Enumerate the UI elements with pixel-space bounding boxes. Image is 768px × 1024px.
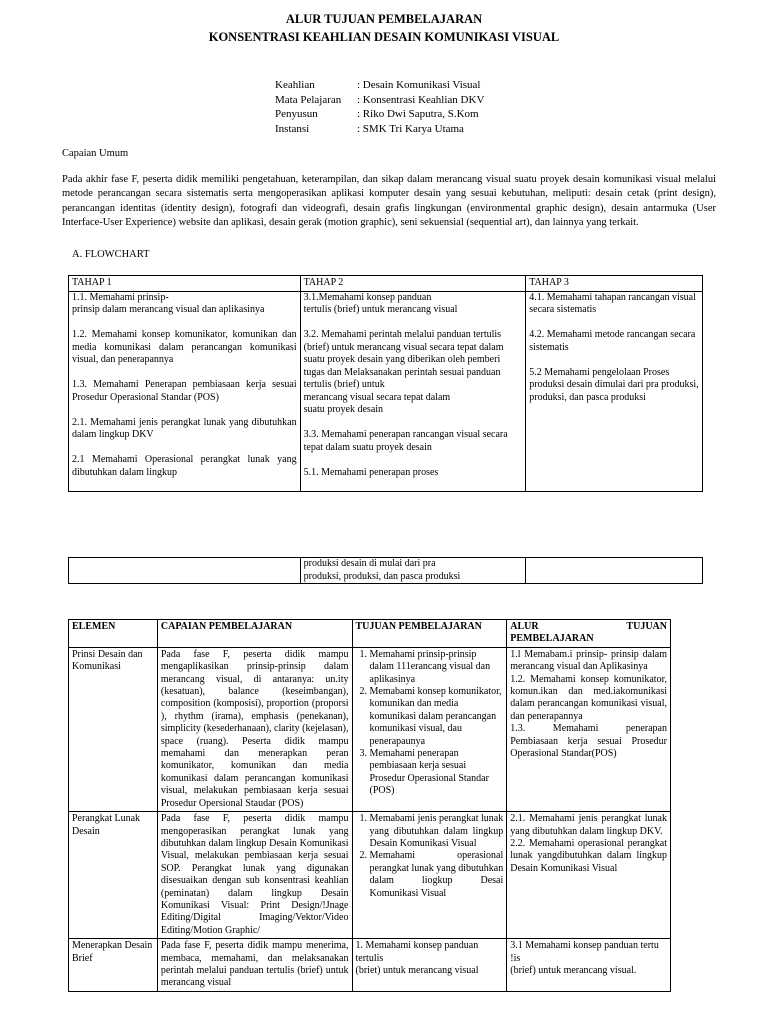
matrix-tujuan-item: 1. Memabami jenis perangkat lunak yang dibutuhkan dalam lingkup Desain Komunikasi Visual [370, 813, 504, 850]
flowchart-item: 2.1 Memahami Operasional perangkat lunak yang dibutuhkan dalam lingkup [72, 454, 297, 478]
flowchart-cont-cell [69, 558, 301, 584]
flowchart-table [68, 275, 703, 492]
matrix-alur: 2.1. Memahami jenis perangkat lunak yang dibutuhkan dalam lingkup DKV. 2.2. Memahami operasional perangkat lunak yangdibutuhkan dalam lingkup Desain Komunikasi Visual [507, 812, 671, 939]
matrix-table [68, 619, 671, 992]
matrix-tujuan-item: 2. Memabami konsep komunikator, komunikan dan media komunikasi dalam perancangan komunikasi visual, dau penerapaunya [370, 686, 504, 748]
flowchart-item: 5.2 Memahami pengelolaan Proses produksi desain dimulai dari pra produksi, produksi, dan pasca produksi [529, 366, 699, 403]
meta-value: : Desain Komunikasi Visual [357, 79, 481, 91]
flowchart-cont-cell: produksi desain di mulai dari pra produksi, produksi, dan pasca produksi [300, 558, 526, 584]
matrix-elemen: Prinsi Desain dan Komunikasi [69, 647, 158, 811]
matrix-elemen: Menerapkan Desain Brief [69, 939, 158, 992]
flowchart-item: 1.3. Memahami Penerapan pembiasaan kerja sesuai Prosedur Operasional Standar (POS) [72, 379, 297, 403]
matrix-elemen: Perangkat Lunak Desain [69, 812, 158, 939]
flowchart-header-tahap1: TAHAP 1 [69, 276, 301, 292]
matrix-row [69, 647, 671, 811]
matrix-tujuan-item: 2. Memahami operasional perangkat lunak yang dibutuhkan dalam liogkup Desai Komunikasi Visual [370, 850, 504, 900]
matrix-header-capaian: CAPAIAN PEMBELAJARAN [157, 620, 352, 648]
flowchart-heading: A. FLOWCHART [72, 249, 150, 260]
matrix-tujuan-item: 1. Memahami prinsip-prinsip dalam 111erancang visual dan aplikasinya [370, 649, 504, 686]
flowchart-col-tahap2 [300, 291, 526, 491]
capaian-umum-label: Capaian Umum [62, 148, 129, 159]
matrix-row [69, 939, 671, 992]
meta-key: Keahlian [275, 79, 315, 91]
meta-key: Instansi [275, 122, 310, 135]
flowchart-header-tahap2: TAHAP 2 [300, 276, 526, 292]
document-title-line2: KONSENTRASI KEAHLIAN DESAIN KOMUNIKASI VISUAL [208, 30, 560, 44]
flowchart-cont-cell [526, 558, 703, 584]
matrix-header-alur: ALUR TUJUAN PEMBELAJARAN [507, 620, 671, 648]
capaian-umum-text: Pada akhir fase F, peserta didik memiliki pengetahuan, keterampilan, dan sikap dalam merancang visual suatu proyek desain komunikasi visual melalui metode perancangan secara sistematis serta mengoperasikan aplikasi komputer desain yang sesuai kebutuhan, meliputi: desain cetak (print design), perancangan identitas (identity design), fotografi dan videografi, desain grafis lingkungan (environmental graphic design), desain antarmuka (User Interface-User Experience) website dan aplikasi, desain gerak (motion graphic), seni sekuensial (sequential art), dan lainnya yang terkait. [62, 174, 716, 229]
meta-row [275, 93, 484, 108]
matrix-alur: 3.1 Memahami konsep panduan tertu !is (brief) untuk merancang visual. [507, 939, 671, 992]
meta-value: : Konsentrasi Keahlian DKV [357, 93, 485, 106]
meta-key: Penyusun [275, 108, 318, 120]
matrix-alur: 1.l Memabam.i prinsip- prinsip dalam merancang visual dan Aplikasinya 1.2. Memahami konsep komunikator, komun.ikan dan med.iakomunikasi dalam perancangan komunikasi visual, dan penerapannya 1.3. Memahami penerapan Pembiasaan kerja sesuai Prosedur Operasional Standar(POS) [507, 647, 671, 811]
meta-key: Mata Pelajaran [275, 93, 342, 106]
matrix-header-tujuan: TUJUAN PEMBELAJARAN [352, 620, 507, 648]
meta-row [275, 107, 484, 122]
matrix-tujuan: 1. Memahami konsep panduan tertulis (briet) untuk merancang visual [352, 939, 507, 992]
matrix-tujuan [352, 647, 507, 811]
flowchart-item: 4.1. Memahami tahapan rancangan visual secara sistematis [529, 291, 696, 315]
matrix-capaian: Pada fase F, peserta didik mampu menerima, membaca, memahami, dan melaksanakan perintah melalui panduan tertulis (brief) untuk merancang visual [157, 939, 352, 992]
matrix-row [69, 812, 671, 939]
flowchart-item: 1.2. Memahami konsep komunikator, komunikan dan media komunikasi dalam perancangan komunikasi visual, dan penerapannya [72, 329, 297, 365]
meta-value: : Riko Dwi Saputra, S.Kom [357, 108, 479, 120]
flowchart-continuation-table [68, 557, 703, 584]
meta-block [275, 78, 484, 136]
matrix-capaian: Pada fase F, peserta didik mampu mengaplikasikan prinsip-prinsip dalam merancang visual, di antaranya: un.ity (kesatuan), balance (keseimbangan), composition (komposisi), proportion (proporsi ), rhythm (irama), emphasis (penekanan), simplicity (kesederhanaan), clarity (kejelasan), space (ruang). Peserta didik mampu memahami dan menerapkan peran komunikator, komunikan dan media komunikasi dalam perancangan komunikasi visual, melakukan pembiasaan kerja sesuai Prosedur Opersional Staudar (POS) [157, 647, 352, 811]
flowchart-item: 3.2. Memahami perintah melalui panduan tertulis (brief) untuk merancang visual secara tepat dalam suatu proyek desain yang diberikan oleh pemberi tugas dan Melaksanakan perintah sesuai panduan tertulis (brief) untuk merancang visual secara tepat dalam suatu proyek desain [303, 329, 504, 415]
flowchart-item: 3.1.Memahami konsep panduan tertulis (brief) untuk merancang visual [303, 291, 458, 315]
flowchart-col-tahap3 [526, 291, 703, 491]
matrix-capaian: Pada fase F, peserta didik mampu mengoperasikan perangkat lunak yang dibutuhkan dalam lingkup Desain Komunikasi Visual, melakukan pembiasaan kerja sesuai SOP. Perangkat lunak yang digunakan disesuaikan dengan sub konsentrasi keahlian (peminatan) dalam lingkup Desain Komunikasi Visual: Print Design/!Jnage Editing/Digital Imaging/Vektor/Video Editing/Motion Graphic/ [157, 812, 352, 939]
matrix-tujuan-item: 3. Memahami penerapan pembiasaan kerja sesuai Prosedur Operasional Standar (POS) [370, 748, 504, 798]
meta-value: : SMK Tri Karya Utama [357, 122, 464, 135]
flowchart-item: 4.2. Memahami metode rancangan secara sistematis [529, 329, 696, 353]
flowchart-header-tahap3: TAHAP 3 [526, 276, 703, 292]
flowchart-item: 2.1. Memahami jenis perangkat lunak yang dibutuhkan dalam lingkup DKV [72, 416, 297, 440]
matrix-tujuan [352, 812, 507, 939]
flowchart-col-tahap1 [69, 291, 301, 491]
flowchart-item: 3.3. Memahami penerapan rancangan visual secara tepat dalam suatu proyek desain [303, 429, 508, 453]
meta-row [275, 78, 484, 93]
meta-row [275, 122, 484, 137]
flowchart-item: 5.1. Memahami penerapan proses [303, 466, 439, 478]
matrix-header-elemen: ELEMEN [69, 620, 158, 648]
flowchart-item: 1.1. Memahami prinsip- prinsip dalam merancang visual dan aplikasinya [72, 291, 265, 315]
document-title-line1: ALUR TUJUAN PEMBELAJARAN [285, 12, 483, 26]
